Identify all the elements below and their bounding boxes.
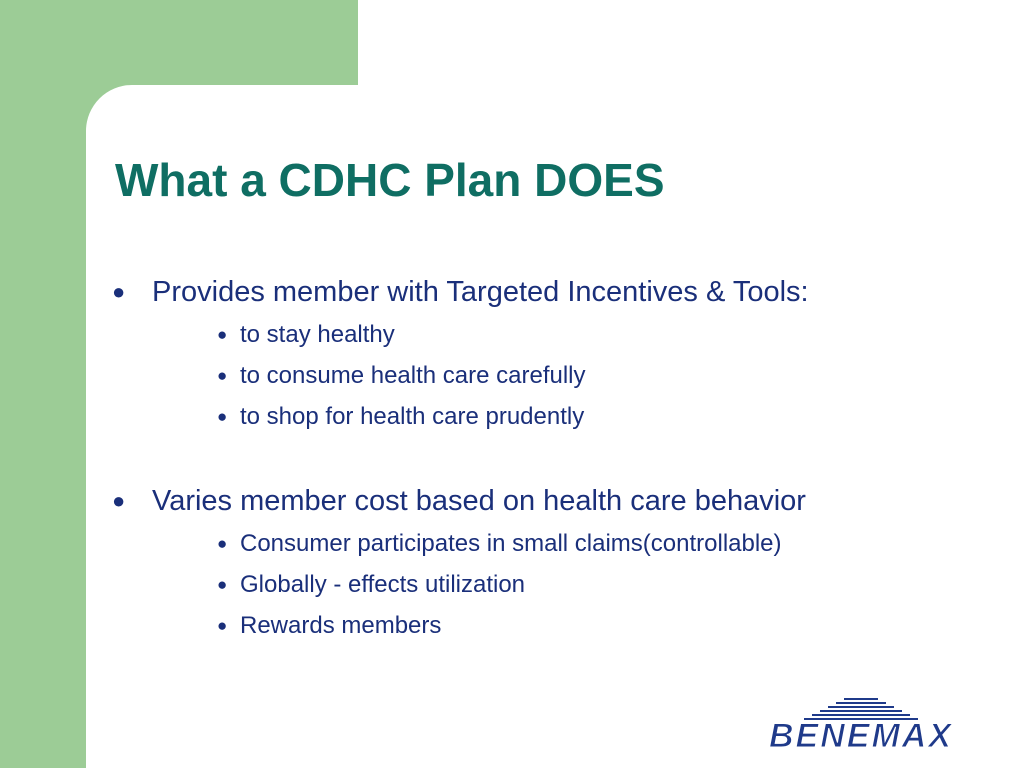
bullet-group (112, 270, 809, 437)
bullet-list (112, 270, 809, 646)
sub-bullet-icon: ● (217, 616, 228, 635)
sub-bullet-item (217, 605, 809, 646)
sub-bullet-text: Consumer participates in small claims(controllable) (240, 530, 782, 557)
bullet-item (112, 270, 809, 314)
sub-bullet-list (112, 523, 809, 646)
top-white-area (358, 0, 1024, 86)
bullet-text: Varies member cost based on health care behavior (152, 485, 806, 517)
sub-bullet-icon: ● (217, 366, 228, 385)
sub-bullet-icon: ● (217, 407, 228, 426)
sub-bullet-text: Globally - effects utilization (240, 571, 526, 598)
sub-bullet-item (217, 314, 809, 355)
sub-bullet-text: to consume health care carefully (240, 362, 586, 389)
sub-bullet-icon: ● (217, 325, 228, 344)
sub-bullet-text: to shop for health care prudently (240, 403, 585, 430)
benemax-logo (736, 692, 986, 754)
bullet-text: Provides member with Targeted Incentives & Tools: (152, 276, 809, 308)
sub-bullet-item (217, 396, 809, 437)
slide-title: What a CDHC Plan DOES (115, 154, 665, 206)
sub-bullet-item (217, 564, 809, 605)
sub-bullet-list (112, 314, 809, 437)
sub-bullet-item (217, 523, 809, 564)
sub-bullet-item (217, 355, 809, 396)
sub-bullet-text: to stay healthy (240, 321, 395, 348)
sub-bullet-text: Rewards members (240, 612, 442, 639)
bullet-item (112, 479, 809, 523)
group-spacer (112, 437, 809, 479)
bullet-group (112, 479, 809, 646)
logo-text: BENEMAX (768, 717, 954, 754)
sub-bullet-icon: ● (217, 534, 228, 553)
bullet-icon: ● (112, 488, 126, 513)
bullet-icon: ● (112, 279, 126, 304)
sub-bullet-icon: ● (217, 575, 228, 594)
